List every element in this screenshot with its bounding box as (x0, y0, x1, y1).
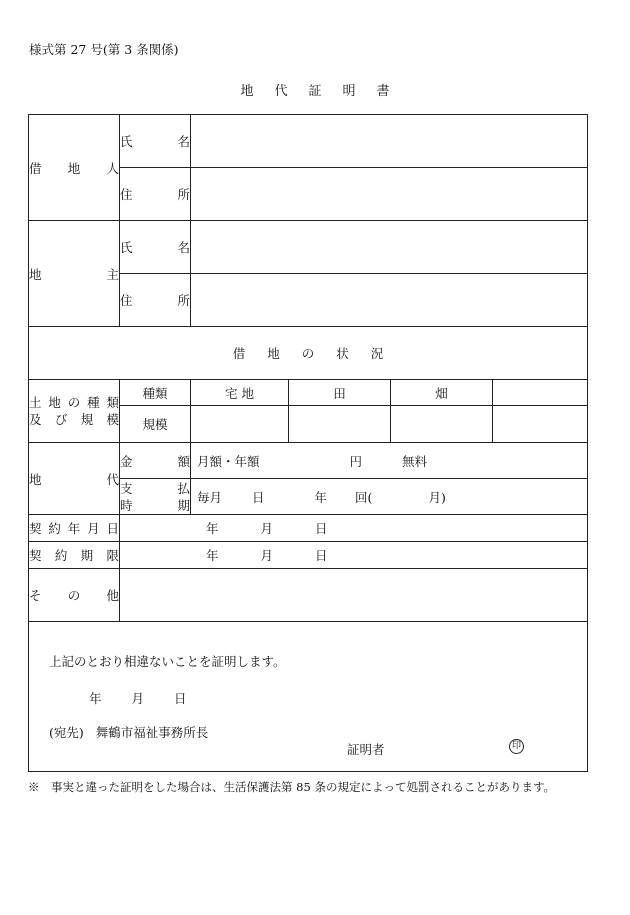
rent-monthly: 毎月 (197, 489, 223, 505)
land-scale-field-field[interactable] (391, 406, 493, 443)
rent-amount-label: 金 額 (120, 443, 191, 479)
rent-day: 日 (252, 489, 265, 505)
statement-year: 年 (89, 691, 102, 706)
land-scale-paddy-field[interactable] (289, 406, 391, 443)
contract-date-month: 月 (260, 521, 274, 536)
contract-term-label: 契約期限 (29, 542, 120, 569)
borrower-address-field[interactable] (191, 168, 588, 221)
land-type-option-field[interactable]: 畑 (391, 380, 493, 406)
rent-payment-label (120, 479, 191, 515)
landowner-label: 地 主 (29, 221, 120, 327)
land-status-heading: 借地の状況 (29, 327, 588, 380)
land-scale-label: 規模 (120, 406, 191, 443)
contract-term-month: 月 (260, 548, 274, 563)
land-scale-other-field[interactable] (493, 406, 588, 443)
statement-cell (29, 622, 588, 772)
borrower-name-field[interactable] (191, 115, 588, 168)
statement-row (29, 622, 588, 772)
certifier-label: 証明者 (347, 742, 385, 757)
statement-text: 上記のとおり相違ないことを証明します。 (49, 654, 286, 669)
seal-mark: 印 (509, 739, 524, 754)
rent-year: 年 (314, 489, 328, 505)
statement-destination-name: 舞鶴市福祉事務所長 (95, 725, 209, 740)
form-number: 様式第 27 号(第 3 条関係) (29, 42, 179, 57)
rent-payment-field[interactable] (191, 479, 588, 515)
contract-term-field[interactable] (120, 542, 588, 569)
landowner-name-field[interactable] (191, 221, 588, 274)
land-status-heading-row (29, 327, 588, 380)
contract-date-row (29, 515, 588, 542)
rent-yen: 円 (349, 453, 363, 469)
land-type-label-line1: 土地の種類 (29, 395, 119, 410)
contract-date-label: 契約年月日 (29, 515, 120, 542)
other-field[interactable] (120, 569, 588, 622)
certificate-form-table (28, 114, 588, 772)
document-title: 地代証明書 (240, 84, 411, 99)
rent-amount-field[interactable] (191, 443, 588, 479)
contract-date-year: 年 (206, 521, 219, 536)
statement-destination (49, 723, 208, 741)
statement-day: 日 (174, 691, 187, 706)
landowner-name-row (29, 221, 588, 274)
borrower-name-row (29, 115, 588, 168)
land-type-option-other[interactable] (493, 380, 588, 406)
statement-date[interactable] (89, 689, 187, 707)
rent-month-close: 月) (428, 489, 446, 505)
rent-times: 回( (355, 489, 373, 505)
other-row (29, 569, 588, 622)
rent-payment-label-line1: 支 払 (120, 480, 190, 496)
land-type-label (29, 380, 120, 443)
contract-date-day: 日 (315, 521, 328, 536)
footnote: ※ 事実と違った証明をした場合は、生活保護法第 85 条の規定によって処罰されることがあります。 (28, 780, 556, 794)
land-type-option-paddy[interactable]: 田 (289, 380, 391, 406)
statement-destination-prefix: (宛先) (49, 725, 84, 740)
land-type-option-residential[interactable]: 宅 地 (191, 380, 289, 406)
landowner-address-field[interactable] (191, 274, 588, 327)
rent-amount-row (29, 443, 588, 479)
contract-term-day: 日 (315, 548, 328, 563)
statement-month: 月 (131, 691, 145, 706)
borrower-name-label: 氏 名 (120, 115, 191, 168)
borrower-label: 借地人 (29, 115, 120, 221)
rent-amount-basis: 月額・年額 (197, 453, 260, 469)
rent-label: 地 代 (29, 443, 120, 515)
land-type-label-line2: 及び規模 (29, 412, 119, 427)
landowner-name-label: 氏 名 (120, 221, 191, 274)
land-scale-residential-field[interactable] (191, 406, 289, 443)
landowner-address-label: 住 所 (120, 274, 191, 327)
rent-free: 無料 (402, 453, 428, 469)
contract-term-row (29, 542, 588, 569)
contract-term-year: 年 (206, 548, 219, 563)
land-type-row (29, 380, 588, 406)
other-label: そ の 他 (29, 569, 120, 622)
borrower-address-label: 住 所 (120, 168, 191, 221)
rent-payment-label-line2: 時 期 (120, 497, 190, 513)
contract-date-field[interactable] (120, 515, 588, 542)
land-type-type-label: 種類 (120, 380, 191, 406)
